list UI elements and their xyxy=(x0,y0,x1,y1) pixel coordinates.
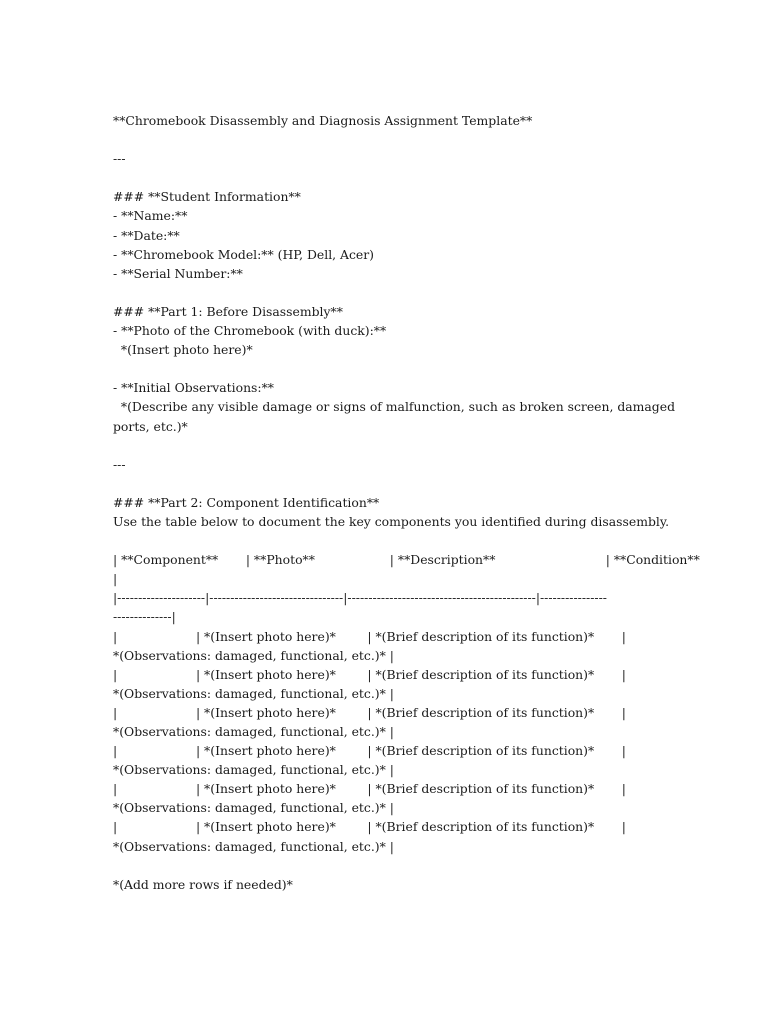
student-name-field: - **Name:** xyxy=(113,208,188,224)
blank-line xyxy=(113,436,658,455)
part2-intro: Use the table below to document the key components you identified during disassembly. xyxy=(113,513,670,529)
table-row-cont: *(Observations: damaged, functional, etc.)* | xyxy=(113,647,394,663)
table-row: | | *(Insert photo here)* | *(Brief description of its function)* | xyxy=(113,743,626,759)
table-divider: |---------------------|--------------------------------|---------------------------------------------|---------------- xyxy=(113,590,607,606)
blank-line xyxy=(113,283,658,302)
add-more-rows-note: *(Add more rows if needed)* xyxy=(113,876,293,892)
table-row: | | *(Insert photo here)* | *(Brief description of its function)* | xyxy=(113,666,626,682)
table-row-cont: *(Observations: damaged, functional, etc.)* | xyxy=(113,762,394,778)
blank-line xyxy=(113,359,658,378)
blank-line xyxy=(113,531,658,550)
document-body xyxy=(113,111,700,894)
separator: --- xyxy=(113,456,126,472)
blank-line xyxy=(113,856,658,875)
observations-placeholder-cont: ports, etc.)* xyxy=(113,418,188,434)
table-row-cont: *(Observations: damaged, functional, etc.)* | xyxy=(113,685,394,701)
table-row-cont: *(Observations: damaged, functional, etc.)* | xyxy=(113,838,394,854)
table-row: | | *(Insert photo here)* | *(Brief description of its function)* | xyxy=(113,628,626,644)
document-title: **Chromebook Disassembly and Diagnosis Assignment Template** xyxy=(113,113,533,128)
observations-label: - **Initial Observations:** xyxy=(113,380,274,396)
photo-placeholder: *(Insert photo here)* xyxy=(113,342,253,358)
serial-number-field: - **Serial Number:** xyxy=(113,265,243,281)
observations-placeholder: *(Describe any visible damage or signs of malfunction, such as broken screen, damaged xyxy=(113,399,676,415)
table-row: | | *(Insert photo here)* | *(Brief description of its function)* | xyxy=(113,781,626,797)
table-row: | | *(Insert photo here)* | *(Brief description of its function)* | xyxy=(113,704,626,720)
table-header: | **Component** | **Photo** | **Description** | **Condition** xyxy=(113,552,700,568)
chromebook-model-field: - **Chromebook Model:** (HP, Dell, Acer) xyxy=(113,246,375,262)
table-divider-cont: --------------| xyxy=(113,609,176,625)
table-row-cont: *(Observations: damaged, functional, etc.)* | xyxy=(113,800,394,816)
table-row-cont: *(Observations: damaged, functional, etc.)* | xyxy=(113,724,394,739)
blank-line xyxy=(113,130,658,149)
part1-heading: ### **Part 1: Before Disassembly** xyxy=(113,303,343,319)
student-date-field: - **Date:** xyxy=(113,227,180,243)
table-header-cont: | xyxy=(113,571,118,587)
blank-line xyxy=(113,168,658,187)
student-info-heading: ### **Student Information** xyxy=(113,189,301,205)
separator: --- xyxy=(113,151,126,167)
blank-line xyxy=(113,474,658,493)
photo-label: - **Photo of the Chromebook (with duck):** xyxy=(113,323,387,339)
table-row: | | *(Insert photo here)* | *(Brief description of its function)* | xyxy=(113,819,626,835)
part2-heading: ### **Part 2: Component Identification** xyxy=(113,494,380,510)
